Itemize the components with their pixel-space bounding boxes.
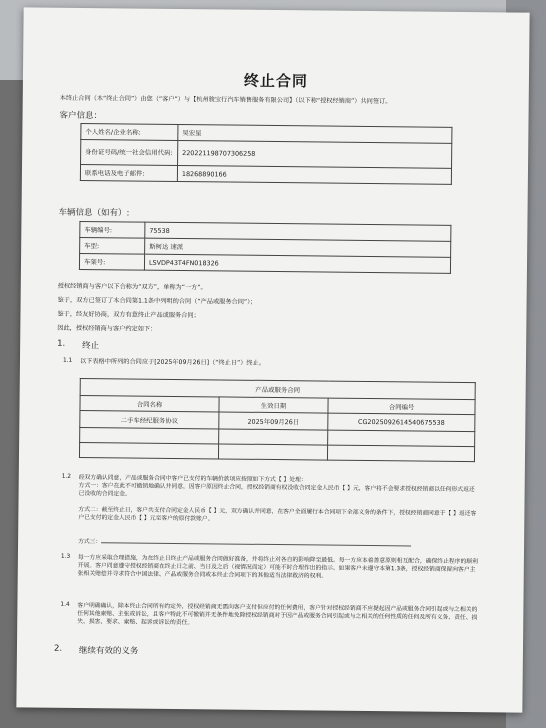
- empty-cell: [80, 427, 219, 443]
- recital-parties: 授权经销商与客户以下合称为“双方”，单称为“一方”。: [57, 282, 207, 292]
- vehicle-info-table: [79, 221, 451, 274]
- vehicle-section-heading: 车辆信息（如有）:: [58, 207, 130, 219]
- section-1-title: 终止: [82, 341, 100, 352]
- clause-1-3-number: 1.3: [60, 553, 71, 560]
- clause-1-4-number: 1.4: [60, 601, 70, 608]
- vin-value: LSVDP43T4FN018326: [144, 254, 450, 273]
- vehicle-number-label: 车辆编号:: [80, 221, 145, 238]
- contract-page: [16, 7, 529, 712]
- recital-signed: 鉴于，双方已签订了本合同第1.1条中列明的合同（“产品或服务合同”）；: [57, 296, 257, 306]
- customer-name-label: 个人姓名/企业名称:: [81, 123, 178, 140]
- contract-table-header-number: 合同编号: [328, 398, 475, 415]
- clause-1-4-text: 客户明确确认，除本终止合同所有约定外，授权经销商无需向客户支付但应付的任何费用，客户针对授权经销商不应提起因产品或服务合同引起或与之相关的任何其他索赔、主张或诉讼，且客户特此不可撤销并无条件地免除授权经销商对于因产品或服务合同引起或与之相关的任何性质的任何及所有义务、责任、损失、损害、要求、索赔、起诉或诉讼的责任。: [77, 602, 478, 627]
- option-3-blank-line: [101, 536, 411, 546]
- clause-1-1-text: 以下表格中所列的合同应于[2025年09月26日]（“终止日”）终止。: [79, 357, 266, 367]
- empty-cell: [328, 430, 475, 447]
- contract-table-caption: 产品或服务合同: [80, 378, 475, 399]
- clause-1-2-option-1: 方式一：客户在此不可撤销地确认并同意，因客户原因终止合同，授权经销商有权没收合同定金人民币【 】元，客户将不会要求授权经销商以任何形式返还已没收的合同定金。: [78, 482, 475, 498]
- recital-negotiation: 鉴于，经友好协商，双方有意终止产品或服务合同；: [57, 310, 200, 320]
- table-row: [81, 139, 452, 168]
- customer-contact-label: 联系电话及电子邮件:: [80, 164, 177, 181]
- empty-cell: [79, 442, 218, 458]
- table-row: [79, 253, 450, 273]
- empty-cell: [218, 444, 327, 460]
- option-3-label: 方式三：: [78, 538, 102, 546]
- contract-number-cell: CG2025092614540675538: [328, 413, 475, 432]
- section-2-number: 2.: [53, 643, 63, 654]
- contract-date-cell: 2025年09月26日: [219, 412, 328, 430]
- empty-cell: [327, 445, 474, 462]
- empty-cell: [219, 429, 328, 445]
- page-title: 终止合同: [243, 71, 309, 91]
- intro-text: 本终止合同（本“终止合同”）由您（“客户”）与【杭州骏宝行汽车销售服务有限公司】（以下称“授权经销商”）共同签订。: [59, 94, 392, 106]
- customer-info-table: [80, 123, 453, 185]
- vehicle-model-label: 车型:: [80, 237, 145, 254]
- contract-table: [79, 378, 476, 462]
- contract-name-cell: 二手车经纪服务协议: [80, 410, 219, 428]
- contract-table-header-date: 生效日期: [219, 397, 328, 413]
- clause-1-2-intro: 经双方确认同意，产品或服务合同中客户已支付的车辆价款项应按照如下方式【 】处理：: [78, 474, 307, 484]
- customer-id-value: 220221198707306258: [178, 140, 452, 168]
- vehicle-model-value: 斯柯达 速派: [145, 238, 451, 257]
- customer-section-heading: 客户信息：: [59, 110, 103, 122]
- clause-1-2-option-2: 方式二：截至终止日，客户共支付合同定金人民币【 】元，双方确认并同意，在客户全面履行本合同项下全部义务的条件下，授权经销商同意于【 】返还客户已支付的定金人民币【 】元至客户的原付款账户。: [78, 506, 477, 523]
- table-row: [79, 442, 474, 461]
- clause-1-3-text: 每一方应采取合理措施，为在终止日终止产品或服务合同做好准备，并将终止对各自的影响降至最低。每一方应本着善意原则相互配合，确保终止程序的顺利开展。客户同意遵守授权经销商在终止日之前、当日及之后（视情况而定）可能不时合理作出的指示。如果客户未遵守本第1.3条，授权经销商保留向客户主张相关赔偿并寻求符合中国法律、产品或服务合同或本终止合同项下的其他适当法律救济的权利。: [77, 554, 478, 580]
- table-row: [80, 164, 451, 184]
- recital-agreement: 因此，授权经销商与客户约定如下：: [57, 324, 157, 333]
- clause-1-1-number: 1.1: [62, 357, 73, 364]
- section-2-title: 继续有效的义务: [78, 645, 139, 657]
- clause-1-2-option-3: [78, 536, 478, 550]
- contract-table-header-name: 合同名称: [80, 395, 219, 411]
- customer-name-value: 吴宏星: [178, 124, 452, 143]
- customer-id-label: 身份证号码/统一社会信用代码:: [81, 139, 178, 165]
- vin-label: 车架号:: [79, 253, 144, 270]
- clause-1-2-number: 1.2: [61, 473, 72, 480]
- section-1-number: 1.: [57, 338, 66, 349]
- vehicle-number-value: 75538: [145, 222, 451, 241]
- customer-contact-value: 18268890166: [177, 165, 451, 184]
